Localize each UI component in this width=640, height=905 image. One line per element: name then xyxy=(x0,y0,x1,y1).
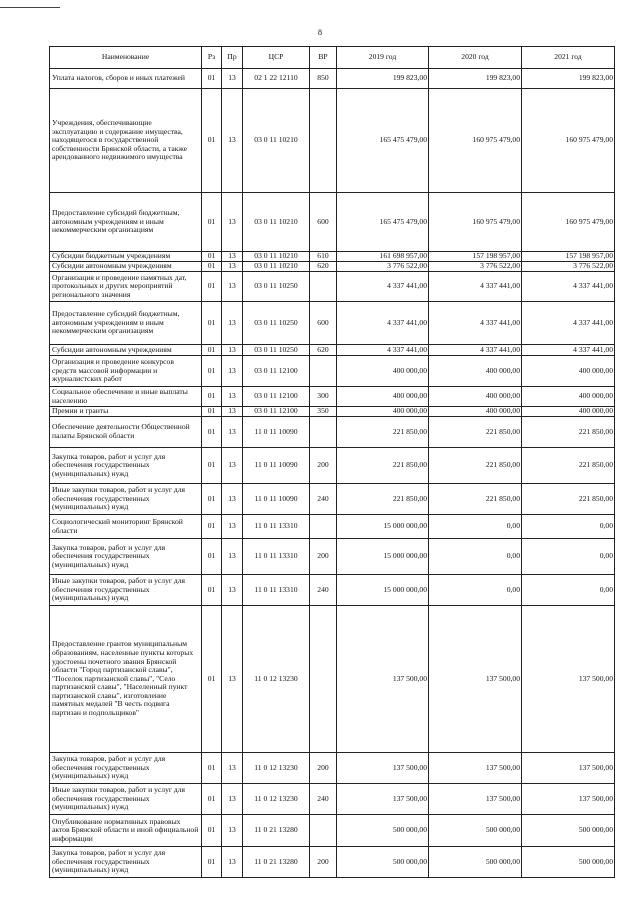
row-pr: 13 xyxy=(222,448,243,484)
row-2021: 400 000,00 xyxy=(522,387,615,407)
row-vr xyxy=(310,356,337,387)
row-2021: 0,00 xyxy=(522,539,615,575)
row-2020: 157 198 957,00 xyxy=(429,252,522,262)
row-pr: 13 xyxy=(222,753,243,784)
row-name: Уплата налогов, сборов и иных платежей xyxy=(50,69,202,89)
row-2020: 4 337 441,00 xyxy=(429,345,522,356)
row-csr: 11 0 11 13310 xyxy=(243,539,310,575)
row-2020: 221 850,00 xyxy=(429,417,522,448)
row-rz: 01 xyxy=(202,262,222,272)
row-2019: 165 475 479,00 xyxy=(337,89,429,193)
row-2021: 400 000,00 xyxy=(522,356,615,387)
row-rz: 01 xyxy=(202,575,222,606)
table-row xyxy=(50,356,615,387)
row-2021: 0,00 xyxy=(522,515,615,539)
table-row xyxy=(50,753,615,784)
row-2020: 0,00 xyxy=(429,539,522,575)
row-name: Предоставление грантов муниципальным образованиям, населенные пункты которых удостоены почетного звания Брянской области "Город партизанской славы", "Поселок партизанской славы", "Село партизанской славы", "Населенный пункт партизанской славы", изготовление памятных медалей "В честь подвига партизан и подпольщиков" xyxy=(50,606,202,753)
row-2020: 3 776 522,00 xyxy=(429,262,522,272)
table-row xyxy=(50,262,615,272)
table-row xyxy=(50,448,615,484)
row-csr: 03 0 11 10210 xyxy=(243,193,310,252)
row-csr: 11 0 11 10090 xyxy=(243,417,310,448)
row-csr: 11 0 21 13280 xyxy=(243,815,310,847)
row-2020: 400 000,00 xyxy=(429,387,522,407)
row-2021: 137 500,00 xyxy=(522,753,615,784)
row-name: Закупка товаров, работ и услуг для обеспечения государственных (муниципальных) нужд xyxy=(50,753,202,784)
row-csr: 11 0 11 10090 xyxy=(243,448,310,484)
row-2021: 0,00 xyxy=(522,575,615,606)
row-2021: 221 850,00 xyxy=(522,417,615,448)
row-pr: 13 xyxy=(222,815,243,847)
header-2020: 2020 год xyxy=(429,47,522,69)
table-row xyxy=(50,387,615,407)
row-rz: 01 xyxy=(202,89,222,193)
table-row xyxy=(50,815,615,847)
row-2020: 0,00 xyxy=(429,575,522,606)
row-2019: 221 850,00 xyxy=(337,448,429,484)
row-vr: 240 xyxy=(310,575,337,606)
row-name: Организация и проведение конкурсов средств массовой информации и журналистских работ xyxy=(50,356,202,387)
row-vr xyxy=(310,606,337,753)
row-csr: 03 0 11 10250 xyxy=(243,272,310,302)
row-pr: 13 xyxy=(222,69,243,89)
row-rz: 01 xyxy=(202,252,222,262)
table-body xyxy=(50,69,615,878)
row-csr: 03 0 11 10210 xyxy=(243,89,310,193)
row-2020: 137 500,00 xyxy=(429,753,522,784)
row-2020: 199 823,00 xyxy=(429,69,522,89)
row-csr: 03 0 11 10210 xyxy=(243,262,310,272)
row-pr: 13 xyxy=(222,262,243,272)
header-rz: Рз xyxy=(202,47,222,69)
row-2020: 4 337 441,00 xyxy=(429,272,522,302)
table-row xyxy=(50,417,615,448)
row-csr: 11 0 11 13310 xyxy=(243,515,310,539)
row-csr: 02 1 22 12110 xyxy=(243,69,310,89)
row-2021: 137 500,00 xyxy=(522,606,615,753)
row-pr: 13 xyxy=(222,515,243,539)
row-name: Организация и проведение памятных дат, протокольных и других мероприятий регионального значения xyxy=(50,272,202,302)
header-pr: Пр xyxy=(222,47,243,69)
row-rz: 01 xyxy=(202,448,222,484)
row-rz: 01 xyxy=(202,753,222,784)
row-pr: 13 xyxy=(222,575,243,606)
row-vr: 200 xyxy=(310,847,337,878)
row-rz: 01 xyxy=(202,847,222,878)
row-pr: 13 xyxy=(222,302,243,345)
row-pr: 13 xyxy=(222,356,243,387)
row-rz: 01 xyxy=(202,345,222,356)
header-csr: ЦСР xyxy=(243,47,310,69)
row-2020: 500 000,00 xyxy=(429,815,522,847)
row-rz: 01 xyxy=(202,356,222,387)
row-pr: 13 xyxy=(222,539,243,575)
row-2019: 400 000,00 xyxy=(337,387,429,407)
row-pr: 13 xyxy=(222,252,243,262)
row-vr: 350 xyxy=(310,407,337,417)
row-csr: 11 0 12 13230 xyxy=(243,784,310,815)
row-vr: 300 xyxy=(310,387,337,407)
row-vr: 240 xyxy=(310,484,337,515)
row-pr: 13 xyxy=(222,417,243,448)
row-vr: 200 xyxy=(310,753,337,784)
row-csr: 03 0 11 12100 xyxy=(243,356,310,387)
row-2019: 137 500,00 xyxy=(337,606,429,753)
row-2019: 221 850,00 xyxy=(337,484,429,515)
row-rz: 01 xyxy=(202,407,222,417)
row-2019: 221 850,00 xyxy=(337,417,429,448)
header-2021: 2021 год xyxy=(522,47,615,69)
table-row xyxy=(50,407,615,417)
budget-table xyxy=(49,46,615,878)
row-rz: 01 xyxy=(202,784,222,815)
header-name: Наименование xyxy=(50,47,202,69)
row-name: Учреждения, обеспечивающие эксплуатацию и содержание имущества, находящегося в государственной собственности Брянской области, а также арендованного недвижимого имущества xyxy=(50,89,202,193)
row-name: Закупка товаров, работ и услуг для обеспечения государственных (муниципальных) нужд xyxy=(50,847,202,878)
row-2021: 4 337 441,00 xyxy=(522,345,615,356)
row-2019: 15 000 000,00 xyxy=(337,539,429,575)
row-pr: 13 xyxy=(222,272,243,302)
row-csr: 03 0 11 12100 xyxy=(243,387,310,407)
row-2019: 500 000,00 xyxy=(337,847,429,878)
row-rz: 01 xyxy=(202,539,222,575)
row-rz: 01 xyxy=(202,69,222,89)
row-pr: 13 xyxy=(222,387,243,407)
row-2019: 4 337 441,00 xyxy=(337,302,429,345)
table-row xyxy=(50,784,615,815)
row-rz: 01 xyxy=(202,387,222,407)
table-row xyxy=(50,345,615,356)
table-row xyxy=(50,193,615,252)
header-vr: ВР xyxy=(310,47,337,69)
row-vr: 200 xyxy=(310,539,337,575)
row-2021: 199 823,00 xyxy=(522,69,615,89)
row-name: Обеспечение деятельности Общественной палаты Брянской области xyxy=(50,417,202,448)
row-2019: 4 337 441,00 xyxy=(337,345,429,356)
row-csr: 11 0 11 13310 xyxy=(243,575,310,606)
row-vr xyxy=(310,815,337,847)
row-vr: 620 xyxy=(310,262,337,272)
row-2020: 4 337 441,00 xyxy=(429,302,522,345)
row-2020: 160 975 479,00 xyxy=(429,193,522,252)
row-vr: 620 xyxy=(310,345,337,356)
row-name: Иные закупки товаров, работ и услуг для обеспечения государственных (муниципальных) нужд xyxy=(50,784,202,815)
row-vr xyxy=(310,89,337,193)
row-2019: 165 475 479,00 xyxy=(337,193,429,252)
row-pr: 13 xyxy=(222,345,243,356)
row-2019: 137 500,00 xyxy=(337,784,429,815)
row-name: Предоставление субсидий бюджетным, автономным учреждениям и иным некоммерческим организациям xyxy=(50,302,202,345)
row-csr: 11 0 12 13230 xyxy=(243,753,310,784)
row-2020: 500 000,00 xyxy=(429,847,522,878)
table-row xyxy=(50,575,615,606)
header-row xyxy=(50,47,615,69)
table-row xyxy=(50,484,615,515)
row-2021: 221 850,00 xyxy=(522,448,615,484)
row-csr: 11 0 11 10090 xyxy=(243,484,310,515)
row-rz: 01 xyxy=(202,302,222,345)
row-csr: 03 0 11 12100 xyxy=(243,407,310,417)
row-csr: 11 0 21 13280 xyxy=(243,847,310,878)
row-2019: 400 000,00 xyxy=(337,407,429,417)
row-2019: 15 000 000,00 xyxy=(337,575,429,606)
row-2021: 500 000,00 xyxy=(522,815,615,847)
row-name: Субсидии автономным учреждениям xyxy=(50,262,202,272)
row-2021: 400 000,00 xyxy=(522,407,615,417)
row-name: Закупка товаров, работ и услуг для обеспечения государственных (муниципальных) нужд xyxy=(50,539,202,575)
row-csr: 11 0 12 13230 xyxy=(243,606,310,753)
top-rule xyxy=(0,7,60,8)
row-2020: 137 500,00 xyxy=(429,784,522,815)
row-vr: 200 xyxy=(310,448,337,484)
table-row xyxy=(50,272,615,302)
row-name: Социологический мониторинг Брянской области xyxy=(50,515,202,539)
row-vr xyxy=(310,417,337,448)
row-2019: 15 000 000,00 xyxy=(337,515,429,539)
row-vr: 610 xyxy=(310,252,337,262)
row-pr: 13 xyxy=(222,784,243,815)
row-rz: 01 xyxy=(202,417,222,448)
row-2019: 199 823,00 xyxy=(337,69,429,89)
row-2021: 137 500,00 xyxy=(522,784,615,815)
row-2021: 4 337 441,00 xyxy=(522,272,615,302)
row-2021: 221 850,00 xyxy=(522,484,615,515)
table-row xyxy=(50,515,615,539)
row-pr: 13 xyxy=(222,484,243,515)
table-row xyxy=(50,606,615,753)
row-2019: 3 776 522,00 xyxy=(337,262,429,272)
row-2019: 400 000,00 xyxy=(337,356,429,387)
row-name: Иные закупки товаров, работ и услуг для обеспечения государственных (муниципальных) нужд xyxy=(50,575,202,606)
row-2019: 500 000,00 xyxy=(337,815,429,847)
row-pr: 13 xyxy=(222,407,243,417)
row-vr xyxy=(310,515,337,539)
row-rz: 01 xyxy=(202,515,222,539)
row-vr: 240 xyxy=(310,784,337,815)
row-name: Закупка товаров, работ и услуг для обеспечения государственных (муниципальных) нужд xyxy=(50,448,202,484)
row-rz: 01 xyxy=(202,193,222,252)
row-name: Предоставление субсидий бюджетным, автономным учреждениям и иным некоммерческим организациям xyxy=(50,193,202,252)
row-vr xyxy=(310,272,337,302)
row-2020: 0,00 xyxy=(429,515,522,539)
table-row xyxy=(50,539,615,575)
row-2020: 221 850,00 xyxy=(429,484,522,515)
row-2021: 160 975 479,00 xyxy=(522,193,615,252)
row-rz: 01 xyxy=(202,815,222,847)
row-name: Опубликование нормативных правовых актов Брянской области и иной официальной информации xyxy=(50,815,202,847)
row-csr: 03 0 11 10250 xyxy=(243,345,310,356)
table-row xyxy=(50,69,615,89)
row-rz: 01 xyxy=(202,484,222,515)
row-pr: 13 xyxy=(222,606,243,753)
row-2020: 137 500,00 xyxy=(429,606,522,753)
table-row xyxy=(50,847,615,878)
row-name: Социальное обеспечение и иные выплаты населению xyxy=(50,387,202,407)
row-csr: 03 0 11 10210 xyxy=(243,252,310,262)
row-name: Субсидии автономным учреждениям xyxy=(50,345,202,356)
row-2019: 161 698 957,00 xyxy=(337,252,429,262)
row-2020: 400 000,00 xyxy=(429,407,522,417)
row-2021: 4 337 441,00 xyxy=(522,302,615,345)
row-pr: 13 xyxy=(222,193,243,252)
row-2019: 137 500,00 xyxy=(337,753,429,784)
row-csr: 03 0 11 10250 xyxy=(243,302,310,345)
row-vr: 600 xyxy=(310,193,337,252)
row-2021: 157 198 957,00 xyxy=(522,252,615,262)
header-2019: 2019 год xyxy=(337,47,429,69)
row-2021: 500 000,00 xyxy=(522,847,615,878)
page-number: 8 xyxy=(318,28,322,37)
row-vr: 600 xyxy=(310,302,337,345)
row-rz: 01 xyxy=(202,272,222,302)
table-row xyxy=(50,252,615,262)
row-pr: 13 xyxy=(222,89,243,193)
row-2020: 160 975 479,00 xyxy=(429,89,522,193)
row-2021: 160 975 479,00 xyxy=(522,89,615,193)
row-2021: 3 776 522,00 xyxy=(522,262,615,272)
row-vr: 850 xyxy=(310,69,337,89)
row-2019: 4 337 441,00 xyxy=(337,272,429,302)
row-name: Премии и гранты xyxy=(50,407,202,417)
table-row xyxy=(50,89,615,193)
table-row xyxy=(50,302,615,345)
row-2020: 221 850,00 xyxy=(429,448,522,484)
row-rz: 01 xyxy=(202,606,222,753)
row-name: Иные закупки товаров, работ и услуг для обеспечения государственных (муниципальных) нужд xyxy=(50,484,202,515)
row-pr: 13 xyxy=(222,847,243,878)
row-name: Субсидии бюджетным учреждениям xyxy=(50,252,202,262)
row-2020: 400 000,00 xyxy=(429,356,522,387)
